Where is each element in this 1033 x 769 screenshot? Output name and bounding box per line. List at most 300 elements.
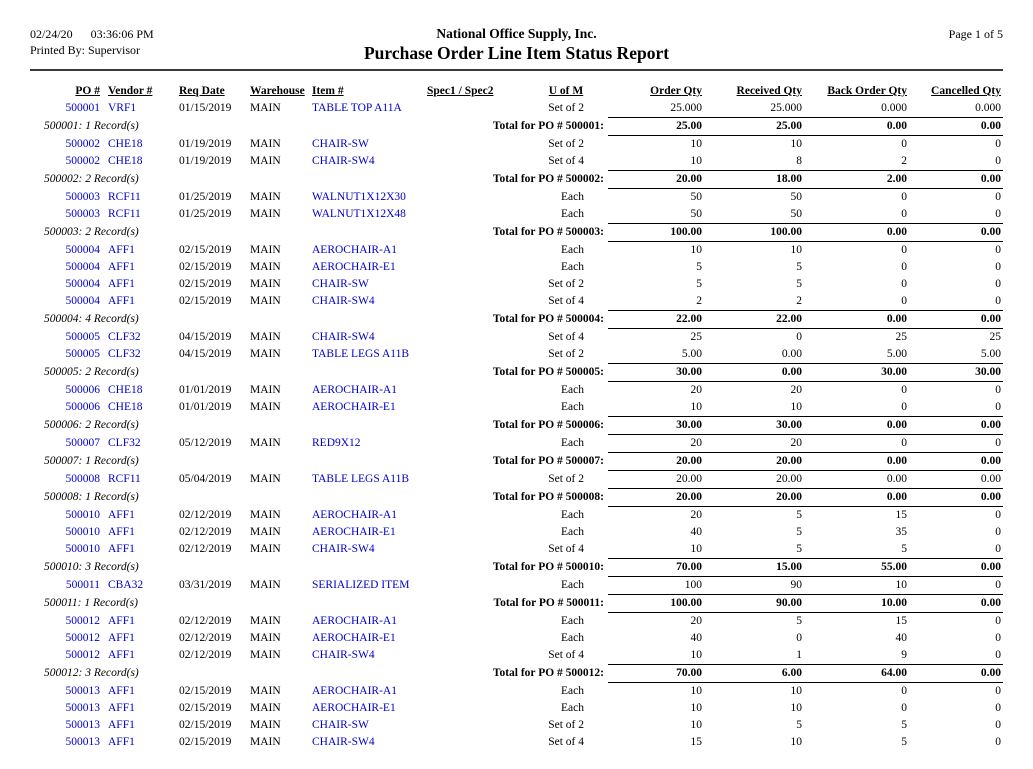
order-qty: 20 <box>690 615 702 627</box>
warehouse: MAIN <box>250 632 281 644</box>
detail-row <box>30 647 1003 665</box>
po-total-row <box>30 364 1003 382</box>
back-order-qty: 5.00 <box>886 348 907 360</box>
vendor-link[interactable]: CHE18 <box>108 137 143 150</box>
back-order-qty: 9 <box>901 649 907 661</box>
detail-row <box>30 683 1003 701</box>
unit-of-measure: Each <box>561 526 584 538</box>
vendor-link[interactable]: AFF1 <box>108 719 135 731</box>
item-link[interactable]: CHAIR-SW4 <box>312 543 375 556</box>
record-count-label: 500003: 2 Record(s) <box>44 226 139 238</box>
received-qty: 5 <box>796 278 802 290</box>
record-count-label: 500004: 4 Record(s) <box>44 313 139 325</box>
col-header-uofm: U of M <box>548 85 584 97</box>
item-link[interactable]: WALNUT1X12X48 <box>312 208 406 221</box>
vendor-link[interactable]: AFF1 <box>108 632 135 644</box>
cancelled-qty: 0.000 <box>975 102 1001 114</box>
total-order-qty: 30.00 <box>608 364 704 382</box>
item-link[interactable]: AEROCHAIR-E1 <box>312 526 396 538</box>
vendor-cell <box>105 136 173 154</box>
po-number-link[interactable]: 500004 <box>65 243 100 256</box>
order-qty: 10 <box>690 685 702 697</box>
item-link[interactable]: TABLE TOP A11A <box>312 102 402 115</box>
po-total-row <box>30 665 1003 683</box>
unit-of-measure: Each <box>561 508 584 521</box>
po-number-cell <box>30 734 105 751</box>
unit-of-measure: Each <box>561 614 584 627</box>
spec1-spec2 <box>424 630 524 647</box>
vendor-cell <box>105 259 173 276</box>
received-qty: 20.00 <box>776 473 802 485</box>
po-number-link[interactable]: 500006 <box>65 383 100 396</box>
order-qty: 2 <box>696 295 702 307</box>
record-count-label: 500008: 1 Record(s) <box>44 491 139 503</box>
order-qty: 10 <box>690 719 702 731</box>
po-total-row <box>30 453 1003 471</box>
vendor-cell <box>105 734 173 751</box>
spec1-spec2 <box>424 647 524 665</box>
item-link[interactable]: RED9X12 <box>312 437 361 449</box>
req-date: 02/15/2019 <box>179 295 232 308</box>
print-date: 02/24/20 <box>30 27 73 41</box>
order-qty: 20.00 <box>676 473 702 485</box>
warehouse: MAIN <box>250 684 281 697</box>
column-header-row <box>30 83 1003 100</box>
vendor-cell <box>105 630 173 647</box>
back-order-qty: 25 <box>895 331 907 343</box>
cancelled-qty: 25 <box>989 331 1001 343</box>
po-number-cell <box>30 206 105 224</box>
warehouse: MAIN <box>250 649 281 662</box>
po-number-cell <box>30 647 105 665</box>
vendor-link[interactable]: RCF11 <box>108 190 141 203</box>
report-title: Purchase Order Line Item Status Report <box>363 43 670 63</box>
unit-of-measure: Set of 2 <box>548 278 584 290</box>
item-cell <box>309 507 424 525</box>
po-number-cell <box>30 136 105 154</box>
po-total-label: Total for PO # 500008: <box>492 491 604 503</box>
item-link[interactable]: AEROCHAIR-A1 <box>312 684 397 697</box>
item-link[interactable]: TABLE LEGS A11B <box>312 473 410 485</box>
received-qty: 5 <box>796 261 802 273</box>
unit-of-measure: Set of 2 <box>548 348 584 361</box>
vendor-cell <box>105 524 173 541</box>
header-rule <box>30 69 1003 71</box>
req-date: 04/15/2019 <box>179 330 232 343</box>
received-qty: 0 <box>796 331 802 343</box>
spec1-spec2 <box>424 700 524 717</box>
po-total-row <box>30 171 1003 189</box>
order-qty: 5 <box>696 278 702 290</box>
item-cell <box>309 683 424 701</box>
vendor-cell <box>105 613 173 631</box>
warehouse: MAIN <box>250 102 281 115</box>
unit-of-measure: Set of 2 <box>548 473 584 485</box>
po-number-link[interactable]: 500004 <box>65 261 100 273</box>
received-qty: 50 <box>790 208 802 220</box>
warehouse: MAIN <box>250 719 281 731</box>
spec1-spec2 <box>424 206 524 224</box>
total-cancelled-qty: 0.00 <box>909 559 1003 577</box>
vendor-link[interactable]: AFF1 <box>108 508 135 521</box>
cancelled-qty: 0 <box>995 632 1001 644</box>
po-number-link[interactable]: 500003 <box>65 190 100 203</box>
order-qty: 25 <box>690 331 702 343</box>
item-cell <box>309 293 424 311</box>
back-order-qty: 5 <box>901 736 907 748</box>
po-total-label: Total for PO # 500004: <box>492 313 604 325</box>
record-count-label: 500011: 1 Record(s) <box>44 597 138 609</box>
warehouse: MAIN <box>250 295 281 308</box>
po-total-label: Total for PO # 500001: <box>492 120 604 132</box>
cancelled-qty: 0 <box>995 509 1001 521</box>
po-number-cell <box>30 346 105 364</box>
cancelled-qty: 0 <box>995 191 1001 203</box>
detail-row <box>30 329 1003 347</box>
received-qty: 0.00 <box>781 348 802 360</box>
item-link[interactable]: AEROCHAIR-E1 <box>312 632 396 644</box>
total-order-qty: 20.00 <box>608 489 704 507</box>
item-link[interactable]: WALNUT1X12X30 <box>312 190 406 203</box>
warehouse: MAIN <box>250 208 281 221</box>
order-qty: 10 <box>690 401 702 413</box>
po-number-link[interactable]: 500010 <box>65 543 100 556</box>
po-number-link[interactable]: 500005 <box>65 348 100 361</box>
detail-row <box>30 700 1003 717</box>
order-qty: 40 <box>690 632 702 644</box>
vendor-link[interactable]: AFF1 <box>108 295 135 308</box>
item-link[interactable]: TABLE LEGS A11B <box>312 348 410 361</box>
item-cell <box>309 100 424 118</box>
item-cell <box>309 541 424 559</box>
vendor-link[interactable]: CLF32 <box>108 348 141 361</box>
unit-of-measure: Each <box>561 190 584 203</box>
unit-of-measure: Each <box>561 383 584 396</box>
warehouse: MAIN <box>250 243 281 256</box>
warehouse: MAIN <box>250 526 281 538</box>
spec1-spec2 <box>424 293 524 311</box>
spec1-spec2 <box>424 382 524 400</box>
item-link[interactable]: AEROCHAIR-A1 <box>312 614 397 627</box>
back-order-qty: 2 <box>901 155 907 167</box>
back-order-qty: 0 <box>901 244 907 256</box>
item-link[interactable]: AEROCHAIR-A1 <box>312 508 397 521</box>
received-qty: 10 <box>790 702 802 714</box>
received-qty: 90 <box>790 579 802 591</box>
cancelled-qty: 0 <box>995 208 1001 220</box>
received-qty: 5 <box>796 615 802 627</box>
unit-of-measure: Each <box>561 243 584 256</box>
spec1-spec2 <box>424 189 524 207</box>
po-total-label: Total for PO # 500012: <box>492 667 604 679</box>
back-order-qty: 0 <box>901 261 907 273</box>
item-cell <box>309 734 424 751</box>
total-back-order-qty: 10.00 <box>804 595 909 613</box>
detail-row <box>30 242 1003 260</box>
req-date: 02/15/2019 <box>179 278 232 290</box>
item-link[interactable]: CHAIR-SW <box>312 278 369 290</box>
po-number-cell <box>30 242 105 260</box>
col-header-order-qty: Order Qty <box>650 85 702 97</box>
unit-of-measure: Each <box>561 632 584 644</box>
vendor-cell <box>105 346 173 364</box>
total-received-qty: 30.00 <box>704 417 804 435</box>
po-number-link[interactable]: 500010 <box>65 508 100 521</box>
received-qty: 5 <box>796 543 802 555</box>
detail-row <box>30 382 1003 400</box>
warehouse: MAIN <box>250 401 281 414</box>
po-number-link[interactable]: 500004 <box>65 295 100 308</box>
vendor-cell <box>105 276 173 293</box>
po-number-link[interactable]: 500012 <box>65 632 100 644</box>
vendor-link[interactable]: AFF1 <box>108 702 135 714</box>
unit-of-measure: Set of 4 <box>548 736 584 748</box>
po-number-link[interactable]: 500003 <box>65 208 100 221</box>
detail-row <box>30 734 1003 751</box>
total-back-order-qty: 30.00 <box>804 364 909 382</box>
vendor-link[interactable]: CHE18 <box>108 383 143 396</box>
vendor-link[interactable]: CHE18 <box>108 401 143 414</box>
po-number-link[interactable]: 500002 <box>65 155 100 168</box>
col-header-item: Item # <box>312 85 344 97</box>
item-cell <box>309 206 424 224</box>
item-link[interactable]: AEROCHAIR-E1 <box>312 261 396 273</box>
po-number-link[interactable]: 500007 <box>65 437 100 449</box>
vendor-link[interactable]: AFF1 <box>108 614 135 627</box>
received-qty: 5 <box>796 509 802 521</box>
detail-row <box>30 153 1003 171</box>
item-cell <box>309 276 424 293</box>
total-cancelled-qty: 0.00 <box>909 171 1003 189</box>
total-back-order-qty: 0.00 <box>804 453 909 471</box>
spec1-spec2 <box>424 471 524 489</box>
total-back-order-qty: 0.00 <box>804 489 909 507</box>
vendor-link[interactable]: CBA32 <box>108 579 144 591</box>
cancelled-qty: 0 <box>995 526 1001 538</box>
item-cell <box>309 577 424 595</box>
item-link[interactable]: AEROCHAIR-A1 <box>312 243 397 256</box>
back-order-qty: 0 <box>901 191 907 203</box>
po-number-link[interactable]: 500013 <box>65 702 100 714</box>
item-link[interactable]: CHAIR-SW4 <box>312 330 375 343</box>
total-received-qty: 18.00 <box>704 171 804 189</box>
total-order-qty: 100.00 <box>608 595 704 613</box>
vendor-link[interactable]: AFF1 <box>108 243 135 256</box>
po-number-link[interactable]: 500012 <box>65 614 100 627</box>
req-date: 02/15/2019 <box>179 243 232 256</box>
total-received-qty: 90.00 <box>704 595 804 613</box>
warehouse: MAIN <box>250 348 281 361</box>
warehouse: MAIN <box>250 508 281 521</box>
vendor-link[interactable]: RCF11 <box>108 208 141 221</box>
spec1-spec2 <box>424 541 524 559</box>
detail-row <box>30 630 1003 647</box>
detail-row <box>30 435 1003 453</box>
vendor-link[interactable]: CLF32 <box>108 437 141 449</box>
po-number-cell <box>30 613 105 631</box>
company-name: National Office Supply, Inc. <box>436 26 597 41</box>
back-order-qty: 0 <box>901 685 907 697</box>
req-date: 02/15/2019 <box>179 702 232 714</box>
item-link[interactable]: CHAIR-SW4 <box>312 736 375 748</box>
spec1-spec2 <box>424 346 524 364</box>
item-cell <box>309 630 424 647</box>
print-time: 03:36:06 PM <box>90 27 154 41</box>
detail-row <box>30 189 1003 207</box>
printed-by: Printed By: Supervisor <box>30 43 140 57</box>
unit-of-measure: Set of 4 <box>548 649 584 662</box>
col-header-backorder-qty: Back Order Qty <box>827 85 907 97</box>
po-number-link[interactable]: 500011 <box>65 579 100 591</box>
item-link[interactable]: CHAIR-SW <box>312 719 369 731</box>
order-qty: 20 <box>690 384 702 396</box>
col-header-received-qty: Received Qty <box>736 85 802 97</box>
back-order-qty: 0.00 <box>886 473 907 485</box>
req-date: 02/12/2019 <box>179 543 232 556</box>
po-number-link[interactable]: 500006 <box>65 401 100 414</box>
order-qty: 40 <box>690 526 702 538</box>
col-header-vendor: Vendor # <box>108 85 153 97</box>
po-number-link[interactable]: 500013 <box>65 736 100 748</box>
back-order-qty: 35 <box>895 526 907 538</box>
cancelled-qty: 0 <box>995 278 1001 290</box>
item-link[interactable]: CHAIR-SW4 <box>312 295 375 308</box>
back-order-qty: 0 <box>901 208 907 220</box>
vendor-link[interactable]: AFF1 <box>108 261 135 273</box>
order-qty: 5.00 <box>681 348 702 360</box>
po-number-link[interactable]: 500013 <box>65 719 100 731</box>
po-number-cell <box>30 471 105 489</box>
po-number-link[interactable]: 500010 <box>65 526 100 538</box>
record-count-label: 500005: 2 Record(s) <box>44 366 139 378</box>
report-title-block <box>260 26 773 64</box>
po-number-cell <box>30 507 105 525</box>
detail-row <box>30 100 1003 118</box>
item-cell <box>309 242 424 260</box>
item-link[interactable]: AEROCHAIR-A1 <box>312 383 397 396</box>
vendor-link[interactable]: AFF1 <box>108 649 135 662</box>
total-received-qty: 25.00 <box>704 118 804 136</box>
order-qty: 100 <box>684 579 702 591</box>
po-total-row <box>30 595 1003 613</box>
received-qty: 2 <box>796 295 802 307</box>
order-qty: 10 <box>690 702 702 714</box>
item-link[interactable]: AEROCHAIR-E1 <box>312 401 396 414</box>
received-qty: 8 <box>796 155 802 167</box>
unit-of-measure: Set of 4 <box>548 155 584 168</box>
vendor-link[interactable]: CLF32 <box>108 330 141 343</box>
po-number-cell <box>30 399 105 417</box>
vendor-link[interactable]: AFF1 <box>108 526 135 538</box>
spec1-spec2 <box>424 259 524 276</box>
received-qty: 5 <box>796 719 802 731</box>
detail-row <box>30 471 1003 489</box>
record-count-label: 500006: 2 Record(s) <box>44 419 139 431</box>
page-number: Page 1 of 5 <box>948 27 1003 41</box>
vendor-cell <box>105 242 173 260</box>
received-qty: 1 <box>796 649 802 661</box>
received-qty: 20 <box>790 384 802 396</box>
po-number-link[interactable]: 500004 <box>65 278 100 290</box>
col-header-cancelled-qty: Cancelled Qty <box>931 85 1001 97</box>
vendor-cell <box>105 471 173 489</box>
total-received-qty: 100.00 <box>704 224 804 242</box>
detail-row <box>30 613 1003 631</box>
po-number-link[interactable]: 500012 <box>65 649 100 662</box>
back-order-qty: 10 <box>895 579 907 591</box>
vendor-cell <box>105 717 173 734</box>
vendor-cell <box>105 153 173 171</box>
total-order-qty: 25.00 <box>608 118 704 136</box>
vendor-cell <box>105 399 173 417</box>
req-date: 02/12/2019 <box>179 508 232 521</box>
vendor-link[interactable]: AFF1 <box>108 543 135 556</box>
total-cancelled-qty: 0.00 <box>909 417 1003 435</box>
cancelled-qty: 0 <box>995 401 1001 413</box>
cancelled-qty: 0 <box>995 261 1001 273</box>
req-date: 01/01/2019 <box>179 383 232 396</box>
back-order-qty: 0 <box>901 437 907 449</box>
vendor-link[interactable]: AFF1 <box>108 736 135 748</box>
order-qty: 10 <box>690 155 702 167</box>
total-received-qty: 20.00 <box>704 489 804 507</box>
po-number-cell <box>30 717 105 734</box>
detail-row <box>30 541 1003 559</box>
vendor-link[interactable]: CHE18 <box>108 155 143 168</box>
detail-row <box>30 259 1003 276</box>
po-number-link[interactable]: 500013 <box>65 684 100 697</box>
item-link[interactable]: CHAIR-SW4 <box>312 155 375 168</box>
item-link[interactable]: AEROCHAIR-E1 <box>312 702 396 714</box>
item-link[interactable]: SERIALIZED ITEM <box>312 579 410 591</box>
po-total-label: Total for PO # 500005: <box>492 366 604 378</box>
po-number-link[interactable]: 500005 <box>65 330 100 343</box>
cancelled-qty: 0 <box>995 719 1001 731</box>
warehouse: MAIN <box>250 137 281 150</box>
spec1-spec2 <box>424 734 524 751</box>
print-info <box>30 26 260 58</box>
po-number-link[interactable]: 500002 <box>65 137 100 150</box>
item-cell <box>309 346 424 364</box>
total-back-order-qty: 0.00 <box>804 311 909 329</box>
record-count-label: 500010: 3 Record(s) <box>44 561 139 573</box>
req-date: 02/15/2019 <box>179 261 232 273</box>
vendor-link[interactable]: AFF1 <box>108 684 135 697</box>
item-link[interactable]: CHAIR-SW <box>312 137 369 150</box>
po-number-cell <box>30 630 105 647</box>
req-date: 03/31/2019 <box>179 579 232 591</box>
po-number-cell <box>30 153 105 171</box>
vendor-link[interactable]: AFF1 <box>108 278 135 290</box>
cancelled-qty: 0 <box>995 736 1001 748</box>
req-date: 02/12/2019 <box>179 614 232 627</box>
total-order-qty: 20.00 <box>608 453 704 471</box>
total-cancelled-qty: 0.00 <box>909 311 1003 329</box>
item-link[interactable]: CHAIR-SW4 <box>312 649 375 662</box>
unit-of-measure: Each <box>561 208 584 221</box>
po-number-cell <box>30 189 105 207</box>
vendor-link[interactable]: VRF1 <box>108 102 137 115</box>
po-number-link[interactable]: 500001 <box>65 102 100 115</box>
received-qty: 10 <box>790 736 802 748</box>
po-number-cell <box>30 524 105 541</box>
total-back-order-qty: 64.00 <box>804 665 909 683</box>
total-received-qty: 15.00 <box>704 559 804 577</box>
po-number-cell <box>30 329 105 347</box>
po-number-link[interactable]: 500008 <box>65 473 100 485</box>
detail-row <box>30 399 1003 417</box>
vendor-link[interactable]: RCF11 <box>108 473 141 485</box>
